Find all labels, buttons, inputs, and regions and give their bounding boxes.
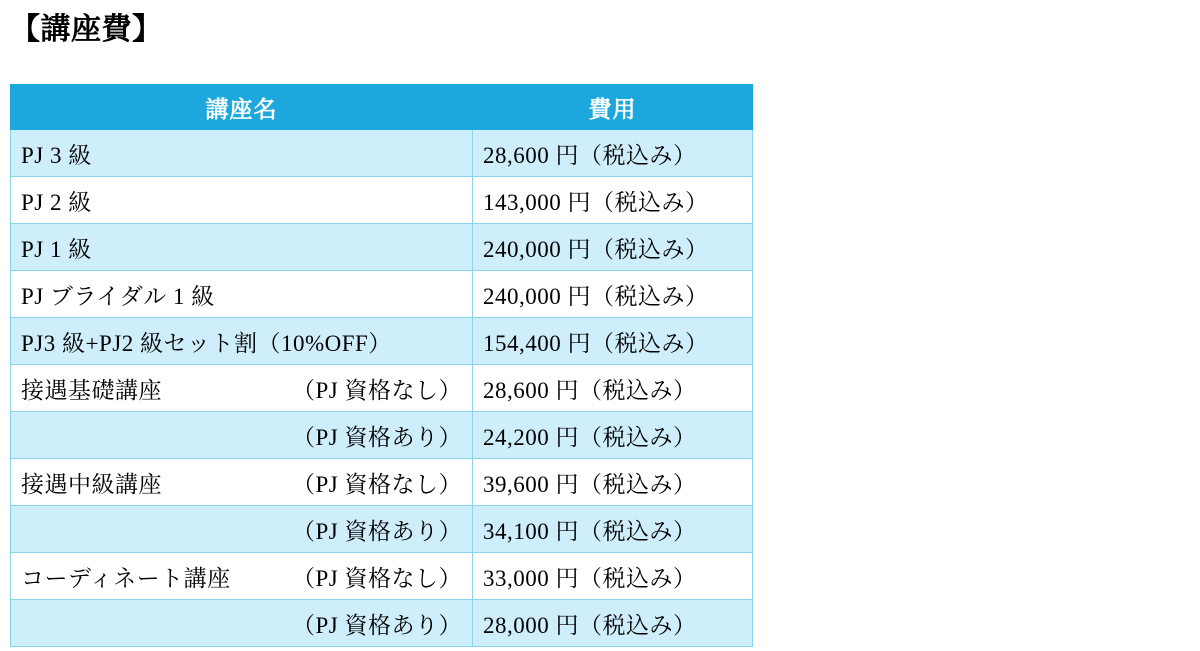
page-title: 【講座費】 xyxy=(10,13,163,46)
table-row xyxy=(11,506,753,553)
course-name-main: 接遇中級講座 xyxy=(21,471,162,497)
course-name-qualifier: （PJ 資格あり） xyxy=(292,518,462,544)
cell-fee: 28,000 円（税込み） xyxy=(473,600,753,647)
course-name-main: PJ 2 級 xyxy=(21,189,92,215)
cell-course-name xyxy=(11,271,473,318)
cell-course-name xyxy=(11,365,473,412)
course-name-group xyxy=(21,466,462,499)
table-row xyxy=(11,459,753,506)
cell-course-name xyxy=(11,506,473,553)
course-name-main: PJ ブライダル 1 級 xyxy=(21,283,215,309)
course-name-main: PJ3 級+PJ2 級セット割（10%OFF） xyxy=(21,330,392,356)
cell-fee: 28,600 円（税込み） xyxy=(473,365,753,412)
cell-fee: 24,200 円（税込み） xyxy=(473,412,753,459)
course-name-main: PJ 1 級 xyxy=(21,236,92,262)
course-fee-table xyxy=(10,84,753,647)
table-row xyxy=(11,177,753,224)
cell-fee: 240,000 円（税込み） xyxy=(473,224,753,271)
table-row xyxy=(11,600,753,647)
table-row xyxy=(11,365,753,412)
cell-course-name xyxy=(11,130,473,177)
cell-course-name xyxy=(11,412,473,459)
course-name-qualifier: （PJ 資格あり） xyxy=(292,612,462,638)
table-row xyxy=(11,130,753,177)
table-row xyxy=(11,412,753,459)
course-name-group xyxy=(21,607,462,640)
course-name-main: コーディネート講座 xyxy=(21,565,231,591)
table-row xyxy=(11,224,753,271)
table-header xyxy=(11,85,753,130)
cell-course-name xyxy=(11,224,473,271)
course-name-group xyxy=(21,513,462,546)
table-header-row xyxy=(11,85,753,130)
course-name-qualifier: （PJ 資格なし） xyxy=(292,565,462,591)
cell-fee: 34,100 円（税込み） xyxy=(473,506,753,553)
cell-fee: 240,000 円（税込み） xyxy=(473,271,753,318)
course-name-qualifier: （PJ 資格なし） xyxy=(292,471,462,497)
cell-course-name xyxy=(11,553,473,600)
table-row xyxy=(11,318,753,365)
course-name-group xyxy=(21,372,462,405)
cell-fee: 143,000 円（税込み） xyxy=(473,177,753,224)
cell-course-name xyxy=(11,459,473,506)
course-name-qualifier: （PJ 資格なし） xyxy=(292,377,462,403)
column-header-fee: 費用 xyxy=(473,85,753,130)
cell-fee: 28,600 円（税込み） xyxy=(473,130,753,177)
cell-course-name xyxy=(11,177,473,224)
cell-fee: 33,000 円（税込み） xyxy=(473,553,753,600)
table-row xyxy=(11,271,753,318)
course-name-group xyxy=(21,560,462,593)
cell-fee: 154,400 円（税込み） xyxy=(473,318,753,365)
course-name-main: 接遇基礎講座 xyxy=(21,377,162,403)
table-body xyxy=(11,130,753,647)
cell-fee: 39,600 円（税込み） xyxy=(473,459,753,506)
table-row xyxy=(11,553,753,600)
column-header-course-name: 講座名 xyxy=(11,85,473,130)
cell-course-name xyxy=(11,318,473,365)
course-name-main: PJ 3 級 xyxy=(21,142,92,168)
course-name-group xyxy=(21,419,462,452)
cell-course-name xyxy=(11,600,473,647)
course-name-qualifier: （PJ 資格あり） xyxy=(292,424,462,450)
